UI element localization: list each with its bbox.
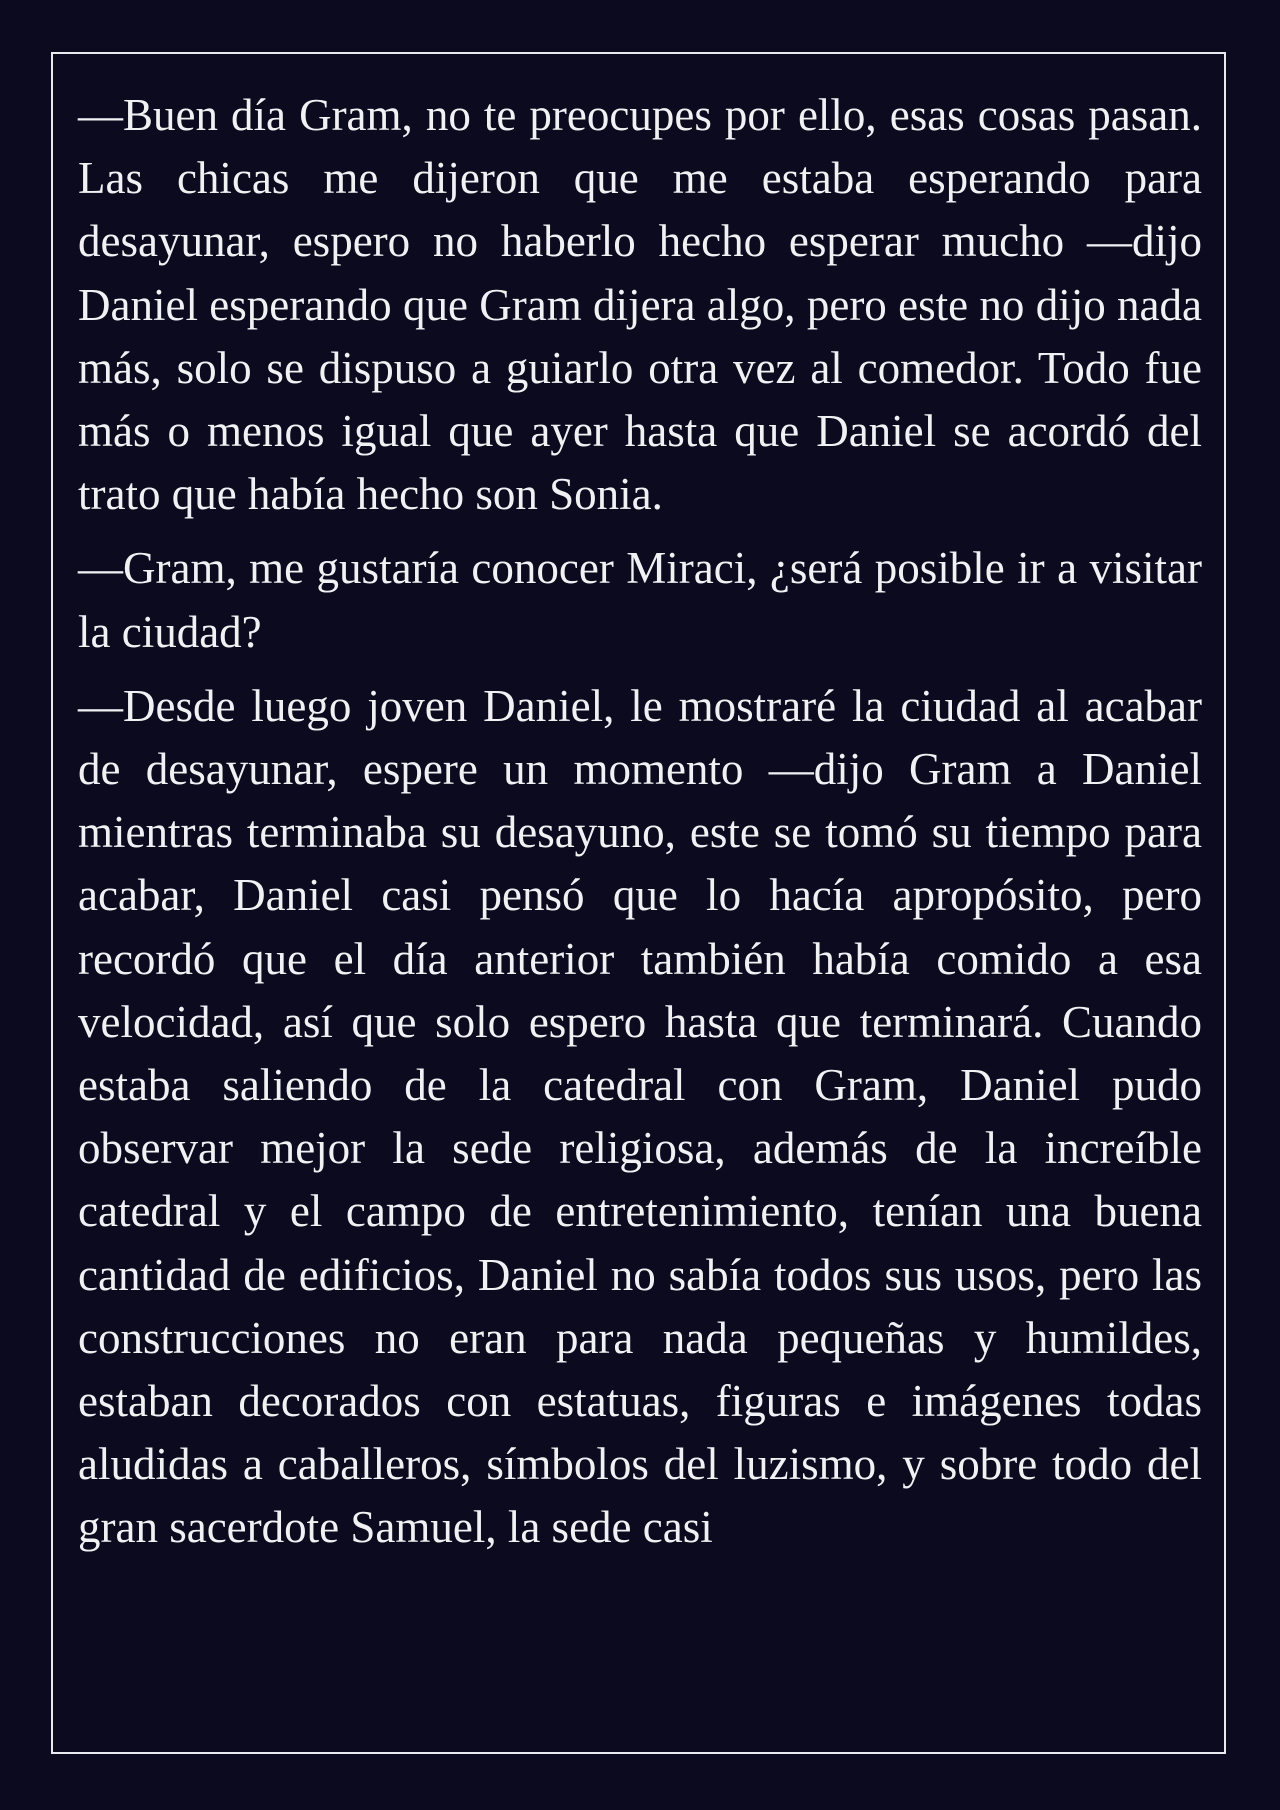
- paragraph-1: —Buen día Gram, no te preocupes por ello, esas cosas pasan. Las chicas me dijeron que me estaba esperando para desayunar, espero no haberlo hecho esperar mucho —dijo Daniel esperando que Gram dijera algo, pero este no dijo nada más, solo se dispuso a guiarlo otra vez al comedor. Todo fue más o menos igual que ayer hasta que Daniel se acordó del trato que había hecho son Sonia.: [78, 90, 1202, 520]
- paragraph-3: —Desde luego joven Daniel, le mostraré la ciudad al acabar de desayunar, espere un momento —dijo Gram a Daniel mientras terminaba su desayuno, este se tomó su tiempo para acabar, Daniel casi pensó que lo hacía apropósito, pero recordó que el día anterior también había comido a esa velocidad, así que solo espero hasta que terminará. Cuando estaba saliendo de la catedral con Gram, Daniel pudo observar mejor la sede religiosa, además de la increíble catedral y el campo de entretenimiento, tenían una buena cantidad de edificios, Daniel no sabía todos sus usos, pero las construcciones no eran para nada pequeñas y humildes, estaban decorados con estatuas, figuras e imágenes todas aludidas a caballeros, símbolos del luzismo, y sobre todo del gran sacerdote Samuel, la sede casi: [78, 680, 1202, 1553]
- paragraph-2: —Gram, me gustaría conocer Miraci, ¿será posible ir a visitar la ciudad?: [78, 543, 1202, 657]
- page-text: [78, 84, 1202, 1571]
